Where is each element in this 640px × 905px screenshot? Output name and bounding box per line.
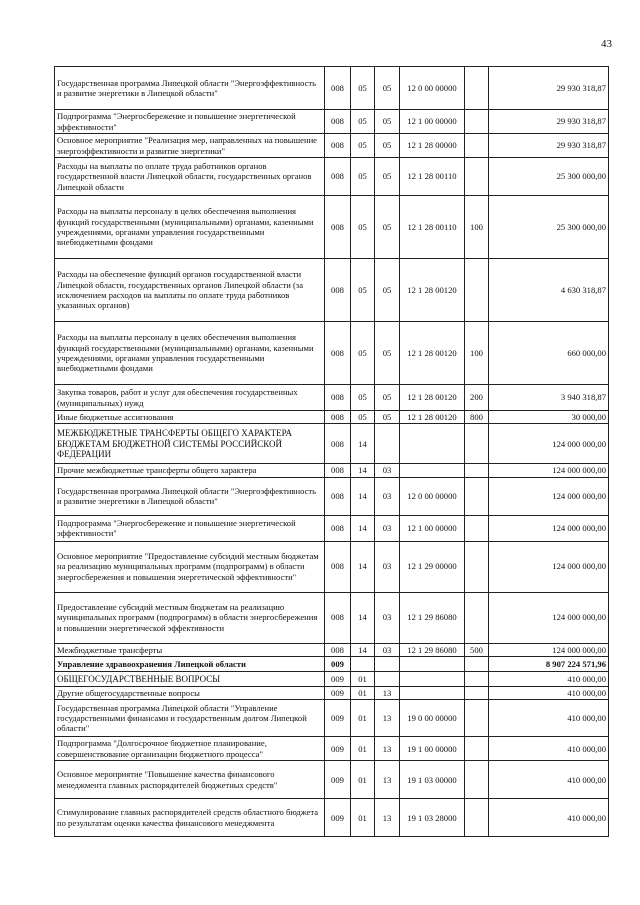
row-amount: 660 000,00 [489,322,609,385]
row-target-article [400,464,465,477]
table-row [55,134,609,158]
table-row [55,411,609,424]
row-ved-code: 009 [325,700,351,737]
table-row [55,385,609,411]
row-name: Другие общегосударственные вопросы [55,686,325,699]
row-ved-code: 008 [325,322,351,385]
row-name: Подпрограмма "Энергосбережение и повышение энергетической эффективности" [55,110,325,134]
row-target-article: 12 0 00 00000 [400,477,465,515]
row-name: Подпрограмма "Долгосрочное бюджетное планирование, совершенствование организации бюджетного процесса" [55,737,325,761]
row-target-article [400,671,465,686]
table-row [55,259,609,322]
row-ved-code: 009 [325,737,351,761]
row-target-article: 19 1 00 00000 [400,737,465,761]
row-subsection-code: 03 [375,541,400,592]
row-name: Расходы на выплаты персоналу в целях обеспечения выполнения функций государственными (муниципальными) органами, казенными учреждениями, органами управления государственными внебюджетными фондами [55,196,325,259]
row-target-article: 12 1 29 86080 [400,592,465,643]
row-expense-type: 200 [465,385,489,411]
row-ved-code: 009 [325,761,351,799]
row-ved-code: 008 [325,259,351,322]
row-section-code: 05 [351,196,375,259]
row-expense-type: 100 [465,322,489,385]
row-name: Основное мероприятие "Предоставление субсидий местным бюджетам на реализацию муниципальных программ (подпрограмм) в области энергосбережения и повышения энергетической эффективности" [55,541,325,592]
table-row [55,67,609,110]
row-amount: 25 300 000,00 [489,196,609,259]
row-name: ОБЩЕГОСУДАРСТВЕННЫЕ ВОПРОСЫ [55,671,325,686]
row-expense-type [465,799,489,837]
row-name: Расходы на выплаты по оплате труда работников органов государственной власти Липецкой области, государственных органов Липецкой области [55,158,325,196]
row-subsection-code: 05 [375,322,400,385]
row-amount: 29 930 318,87 [489,134,609,158]
row-section-code: 14 [351,643,375,656]
row-ved-code: 008 [325,411,351,424]
row-amount: 410 000,00 [489,671,609,686]
page-number: 43 [601,38,612,50]
table-row [55,686,609,699]
row-amount: 410 000,00 [489,686,609,699]
row-name: Основное мероприятие "Повышение качества финансового менеджмента главных распорядителей бюджетных средств" [55,761,325,799]
row-subsection-code: 05 [375,134,400,158]
row-target-article: 12 1 28 00120 [400,259,465,322]
row-subsection-code: 03 [375,515,400,541]
row-ved-code: 009 [325,656,351,671]
row-subsection-code: 05 [375,158,400,196]
row-expense-type [465,158,489,196]
row-amount: 25 300 000,00 [489,158,609,196]
row-ved-code: 008 [325,385,351,411]
row-ved-code: 009 [325,686,351,699]
row-amount: 124 000 000,00 [489,592,609,643]
row-expense-type [465,656,489,671]
row-expense-type [465,541,489,592]
row-subsection-code: 03 [375,643,400,656]
row-name: Расходы на обеспечение функций органов государственной власти Липецкой области, государственных органов Липецкой области (за исключением расходов на выплаты по оплате труда работников указанных органов) [55,259,325,322]
row-ved-code: 008 [325,464,351,477]
row-target-article: 12 1 00 00000 [400,515,465,541]
row-section-code: 01 [351,761,375,799]
row-target-article: 12 1 29 86080 [400,643,465,656]
row-ved-code: 008 [325,134,351,158]
row-ved-code: 008 [325,477,351,515]
row-target-article [400,686,465,699]
row-name: Иные бюджетные ассигнования [55,411,325,424]
row-section-code: 05 [351,385,375,411]
row-section-code: 05 [351,411,375,424]
row-section-code: 05 [351,67,375,110]
row-name: Предоставление субсидий местным бюджетам на реализацию муниципальных программ (подпрограмм) в области энергосбережения и повышении энергетической эффективности [55,592,325,643]
table-row [55,196,609,259]
row-subsection-code: 05 [375,196,400,259]
row-expense-type [465,515,489,541]
row-amount: 124 000 000,00 [489,643,609,656]
row-expense-type [465,424,489,464]
row-amount: 124 000 000,00 [489,464,609,477]
row-target-article: 12 1 28 00110 [400,158,465,196]
row-section-code: 01 [351,799,375,837]
row-name: Государственная программа Липецкой области "Энергоэффективность и развитие энергетики в Липецкой области" [55,67,325,110]
row-subsection-code: 13 [375,761,400,799]
row-target-article: 19 1 03 28000 [400,799,465,837]
row-name: Расходы на выплаты персоналу в целях обеспечения выполнения функций государственными (муниципальными) органами, казенными учреждениями, органами управления государственными внебюджетными фондами [55,322,325,385]
row-ved-code: 008 [325,515,351,541]
row-name: Стимулирование главных распорядителей средств областного бюджета по результатам оценки качества финансового менеджмента [55,799,325,837]
row-ved-code: 009 [325,799,351,837]
row-subsection-code: 03 [375,477,400,515]
table-row [55,322,609,385]
row-expense-type: 500 [465,643,489,656]
row-target-article: 12 1 28 00000 [400,134,465,158]
row-expense-type: 100 [465,196,489,259]
row-expense-type: 800 [465,411,489,424]
row-ved-code: 008 [325,541,351,592]
row-name: Управление здравоохранения Липецкой области [55,656,325,671]
row-expense-type [465,737,489,761]
table-row [55,671,609,686]
row-section-code: 05 [351,110,375,134]
row-expense-type [465,464,489,477]
row-section-code: 14 [351,515,375,541]
table-row [55,477,609,515]
table-row [55,515,609,541]
table-row [55,158,609,196]
table-row [55,592,609,643]
row-section-code: 14 [351,541,375,592]
row-target-article: 19 1 03 00000 [400,761,465,799]
row-expense-type [465,700,489,737]
row-name: Основное мероприятие "Реализация мер, направленных на повышение энергоэффективности и развитие энергетики" [55,134,325,158]
row-subsection-code: 13 [375,737,400,761]
row-section-code [351,656,375,671]
row-subsection-code: 05 [375,385,400,411]
table-row [55,464,609,477]
row-ved-code: 008 [325,424,351,464]
budget-table [54,66,609,837]
row-amount: 30 000,00 [489,411,609,424]
row-amount: 3 940 318,87 [489,385,609,411]
row-subsection-code: 05 [375,259,400,322]
row-subsection-code: 05 [375,110,400,134]
row-section-code: 05 [351,322,375,385]
row-subsection-code: 03 [375,464,400,477]
row-ved-code: 008 [325,196,351,259]
row-ved-code: 008 [325,643,351,656]
row-amount: 410 000,00 [489,761,609,799]
row-section-code: 14 [351,592,375,643]
row-expense-type [465,686,489,699]
row-section-code: 14 [351,477,375,515]
row-amount: 8 907 224 571,96 [489,656,609,671]
row-expense-type [465,592,489,643]
row-expense-type [465,477,489,515]
row-name: Государственная программа Липецкой области "Управление государственными финансами и государственным долгом Липецкой области" [55,700,325,737]
row-target-article: 12 1 28 00110 [400,196,465,259]
table-row [55,424,609,464]
row-name: Государственная программа Липецкой области "Энергоэффективность и развитие энергетики в Липецкой области" [55,477,325,515]
row-subsection-code [375,424,400,464]
row-amount: 124 000 000,00 [489,477,609,515]
row-amount: 29 930 318,87 [489,67,609,110]
row-section-code: 01 [351,671,375,686]
row-expense-type [465,134,489,158]
table-row [55,799,609,837]
row-target-article: 12 0 00 00000 [400,67,465,110]
row-target-article: 12 1 28 00120 [400,322,465,385]
row-ved-code: 009 [325,671,351,686]
row-target-article: 12 1 28 00120 [400,411,465,424]
row-amount: 410 000,00 [489,799,609,837]
row-target-article: 12 1 00 00000 [400,110,465,134]
row-target-article: 19 0 00 00000 [400,700,465,737]
row-name: МЕЖБЮДЖЕТНЫЕ ТРАНСФЕРТЫ ОБЩЕГО ХАРАКТЕРА БЮДЖЕТАМ БЮДЖЕТНОЙ СИСТЕМЫ РОССИЙСКОЙ ФЕДЕРАЦИИ [55,424,325,464]
row-section-code: 01 [351,700,375,737]
table-row [55,737,609,761]
table-row [55,656,609,671]
row-name: Межбюджетные трансферты [55,643,325,656]
table-row [55,643,609,656]
row-expense-type [465,671,489,686]
row-amount: 410 000,00 [489,700,609,737]
row-subsection-code: 05 [375,411,400,424]
row-subsection-code: 13 [375,700,400,737]
row-expense-type [465,259,489,322]
row-section-code: 01 [351,737,375,761]
table-row [55,761,609,799]
row-amount: 124 000 000,00 [489,515,609,541]
row-subsection-code [375,671,400,686]
table-row [55,700,609,737]
row-ved-code: 008 [325,592,351,643]
row-amount: 4 630 318,87 [489,259,609,322]
row-subsection-code: 13 [375,799,400,837]
row-expense-type [465,67,489,110]
row-section-code: 01 [351,686,375,699]
row-target-article: 12 1 28 00120 [400,385,465,411]
row-section-code: 14 [351,424,375,464]
row-name: Прочие межбюджетные трансферты общего характера [55,464,325,477]
row-target-article: 12 1 29 00000 [400,541,465,592]
row-amount: 29 930 318,87 [489,110,609,134]
row-ved-code: 008 [325,67,351,110]
row-amount: 124 000 000,00 [489,541,609,592]
row-section-code: 05 [351,259,375,322]
row-subsection-code: 13 [375,686,400,699]
row-subsection-code [375,656,400,671]
table-row [55,110,609,134]
table-row [55,541,609,592]
row-section-code: 05 [351,134,375,158]
row-expense-type [465,761,489,799]
row-amount: 124 000 000,00 [489,424,609,464]
row-name: Закупка товаров, работ и услуг для обеспечения государственных (муниципальных) нужд [55,385,325,411]
row-ved-code: 008 [325,110,351,134]
row-section-code: 14 [351,464,375,477]
row-section-code: 05 [351,158,375,196]
row-name: Подпрограмма "Энергосбережение и повышение энергетической эффективности" [55,515,325,541]
row-subsection-code: 05 [375,67,400,110]
row-subsection-code: 03 [375,592,400,643]
row-amount: 410 000,00 [489,737,609,761]
row-expense-type [465,110,489,134]
row-ved-code: 008 [325,158,351,196]
row-target-article [400,424,465,464]
row-target-article [400,656,465,671]
